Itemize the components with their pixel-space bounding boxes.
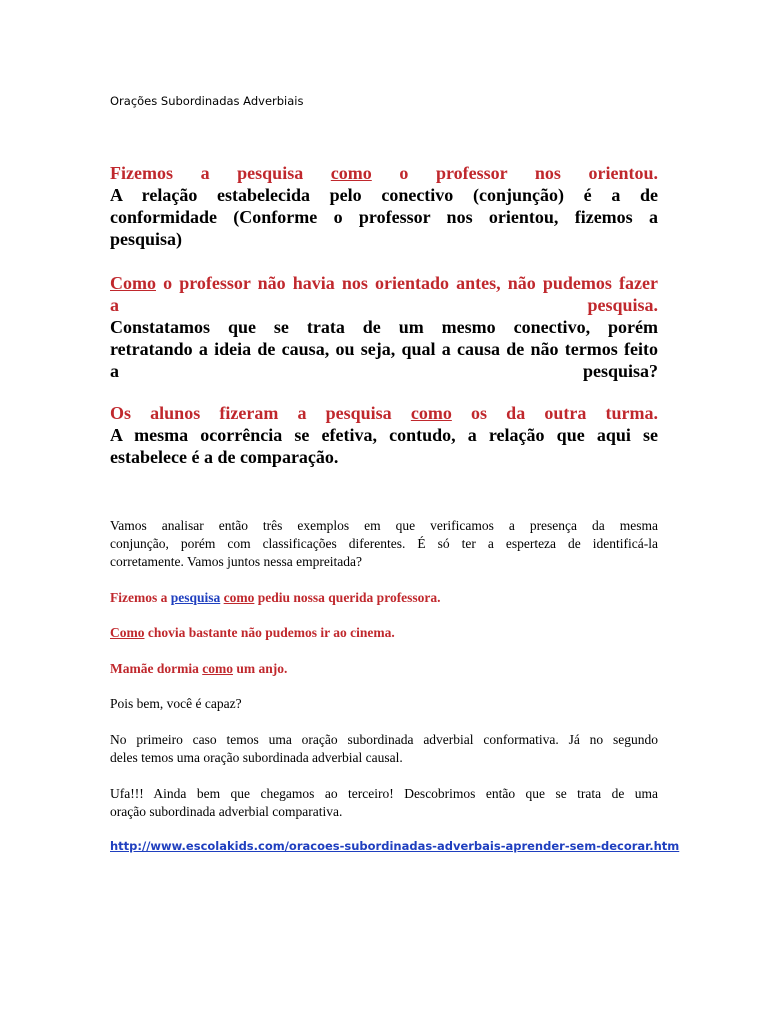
intro-paragraph: Vamos analisar então três exemplos em que verificamos a presença da mesma conjunção, porém com classificações diferentes. É só ter a esperteza de identificá-la corretamente. Vamos juntos nessa empreitada?: [110, 518, 658, 569]
explanation-line: retratando a ideia de causa, ou seja, qual a causa de não termos feito: [110, 339, 658, 359]
example-block-2: [110, 272, 658, 382]
explanation-line: Constatamos que se trata de um mesmo conectivo, porém: [110, 317, 658, 337]
page-title: Orações Subordinadas Adverbiais: [110, 94, 304, 108]
explanation-line: conformidade (Conforme o professor nos orientou, fizemos a: [110, 207, 658, 227]
example-sentence-3: Os alunos fizeram a pesquisa como os da outra turma.: [110, 403, 659, 423]
example-sentence-2-cont: a pesquisa.: [110, 295, 658, 315]
explanation-line: A relação estabelecida pelo conectivo (conjunção) é a de: [110, 185, 658, 205]
explanation-line: A mesma ocorrência se efetiva, contudo, a relação que aqui se: [110, 425, 658, 445]
example-block-3: [110, 402, 658, 468]
explanation-line: a pesquisa?: [110, 361, 658, 381]
source-link[interactable]: http://www.escolakids.com/oracoes-subordinadas-adverbais-aprender-sem-decorar.htm: [110, 839, 680, 853]
example-sentence-2: Como o professor não havia nos orientado antes, não pudemos fazer: [110, 273, 658, 293]
example-sentence-1: Fizemos a pesquisa como o professor nos orientou.: [110, 163, 658, 183]
pesquisa-link[interactable]: pesquisa: [170, 590, 221, 605]
answer-paragraph-2: Ufa!!! Ainda bem que chegamos ao terceiro! Descobrimos então que se trata de uma oração subordinada adverbial comparativa.: [110, 786, 658, 819]
explanation-line: estabelece é a de comparação.: [110, 447, 339, 467]
example-item-3: Mamãe dormia como um anjo.: [110, 661, 288, 676]
question-paragraph: Pois bem, você é capaz?: [110, 696, 242, 711]
explanation-line: pesquisa): [110, 229, 183, 249]
example-block-1: [110, 162, 658, 250]
answer-paragraph-1: No primeiro caso temos uma oração subordinada adverbial conformativa. Já no segundo deles temos uma oração subordinada adverbial causal.: [110, 732, 658, 765]
example-item-2: Como chovia bastante não pudemos ir ao cinema.: [110, 625, 395, 640]
example-item-1: Fizemos a pesquisa como pediu nossa querida professora.: [110, 590, 441, 605]
